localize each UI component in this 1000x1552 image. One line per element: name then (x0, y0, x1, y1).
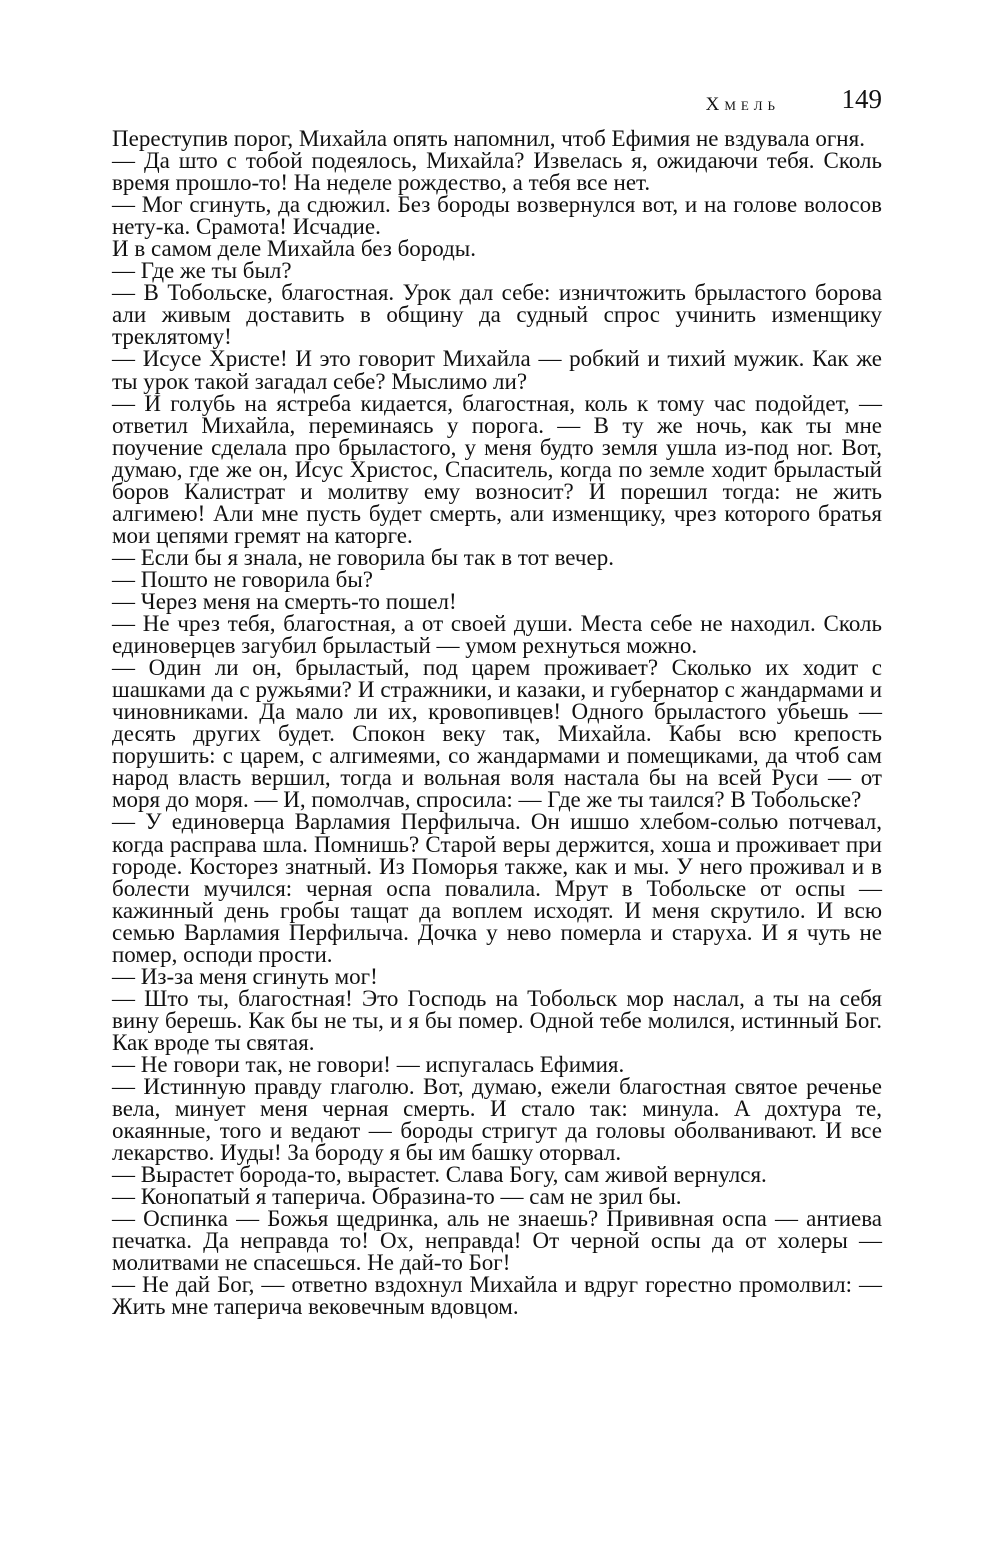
paragraph: — Вырастет борода-то, вырастет. Слава Богу, сам живой вернулся. (112, 1162, 767, 1188)
paragraph: И в самом деле Михайла без бороды. (112, 236, 477, 262)
paragraph: — Из-за меня сгинуть мог! (112, 963, 378, 989)
paragraph: — Да што с тобой подеялось, Михайла? Извелась я, ожидаючи тебя. Сколь время прошло-то! На неделе рождество, а тебя все нет. (112, 148, 882, 196)
paragraph: — И голубь на ястреба кидается, благостная, коль к тому час подойдет, — ответил Михайла, переминаясь у порога. — В ту же ночь, как ты мне поучение сделала про брыластого, у меня будто земля ушла из-под ног. Вот, думаю, где же он, Исус Христос, Спаситель, когда по земле ходит брыластый боров Калистрат и молитву ему возносит? И порешил тогда: не жить алгимею! Али мне пусть будет смерть, али изменщику, чрез которого братья мои цепями гремят на каторге. (112, 390, 882, 548)
paragraph: — Оспинка — Божья щедринка, аль не знаешь? Прививная оспа — антиева печатка. Да неправда то! Ох, неправда! От черной оспы да от холеры — молитвами не спасешься. Не дай-то Бог! (112, 1206, 882, 1276)
paragraph: — Конопатый я таперича. Образина-то — сам не зрил бы. (112, 1184, 682, 1210)
paragraph: — Не дай Бог, — ответно вздохнул Михайла и вдруг горестно промолвил: — Жить мне таперича вековечным вдовцом. (112, 1272, 882, 1320)
paragraph: — Если бы я знала, не говорила бы так в тот вечер. (112, 544, 614, 570)
running-head (112, 84, 882, 120)
paragraph: Переступив порог, Михайла опять напомнил, чтоб Ефимия не вздувала огня. (112, 126, 865, 151)
paragraph: — Не чрез тебя, благостная, а от своей души. Места себе не находил. Сколь единоверцев загубил брыластый — умом рехнуться можно. (112, 611, 882, 659)
text-body (112, 128, 882, 1319)
paragraph: — Истинную правду глаголю. Вот, думаю, ежели благостная святое реченье вела, минует меня черная смерть. И стало так: минула. А дохтура те, окаянные, того и ведают — бороды стригут да головы оболванивают. И все лекарство. Иуды! За бороду я бы им башку оторвал. (112, 1074, 882, 1166)
paragraph: — Один ли он, брыластый, под царем проживает? Сколько их ходит с шашками да с ружьями? И стражники, и казаки, и губернатор с жандармами и чиновниками. Да мало ли их, кровопивцев! Одного брыластого убьешь — десять других будет. Спокон веку так, Михайла. Кабы всю крепость порушить: с царем, с алгимеями, со жандармами и помещиками, да чтоб сам народ власть вершил, тогда и вольная воля настала бы на всей Руси — от моря до моря. — И, помолчав, спросила: — Где же ты таился? В Тобольске? (112, 655, 882, 813)
page-number: 149 (841, 84, 882, 114)
running-head-title: Хмель (705, 94, 780, 115)
paragraph: — Где же ты был? (112, 258, 292, 284)
paragraph: — У единоверца Варламия Перфилыча. Он ишшо хлебом-солью потчевал, когда расправа шла. Помнишь? Старой веры держится, хоша и проживает при городе. Косторез знатный. Из Поморья также, как и мы. У него проживал и в болести мучился: черная оспа повалила. Мрут в Тобольске от оспы — кажинный день гробы тащат да воплем исходят. И меня скрутило. И всю семью Варламия Перфилыча. Дочка у нево померла и старуха. И я чуть не помер, осподи прости. (112, 809, 882, 967)
paragraph: — Мог сгинуть, да сдюжил. Без бороды возвернулся вот, и на голове волосов нету-ка. Срамота! Исчадие. (112, 192, 882, 240)
paragraph: — Пошто не говорила бы? (112, 566, 374, 592)
paragraph: — Не говори так, не говори! — испугалась Ефимия. (112, 1051, 625, 1077)
paragraph: — Через меня на смерть-то пошел! (112, 588, 457, 614)
paragraph: — Исусе Христе! И это говорит Михайла — робкий и тихий мужик. Как же ты урок такой загадал себе? Мыслимо ли? (112, 346, 882, 394)
paragraph: — В Тобольске, благостная. Урок дал себе: изничтожить брыластого борова али живым доставить в общину да судный спрос учинить изменщику треклятому! (112, 280, 882, 350)
paragraph: — Што ты, благостная! Это Господь на Тобольск мор наслал, а ты на себя вину берешь. Как бы не ты, и я бы помер. Одной тебе молился, истинный Бог. Как вроде ты святая. (112, 985, 882, 1055)
